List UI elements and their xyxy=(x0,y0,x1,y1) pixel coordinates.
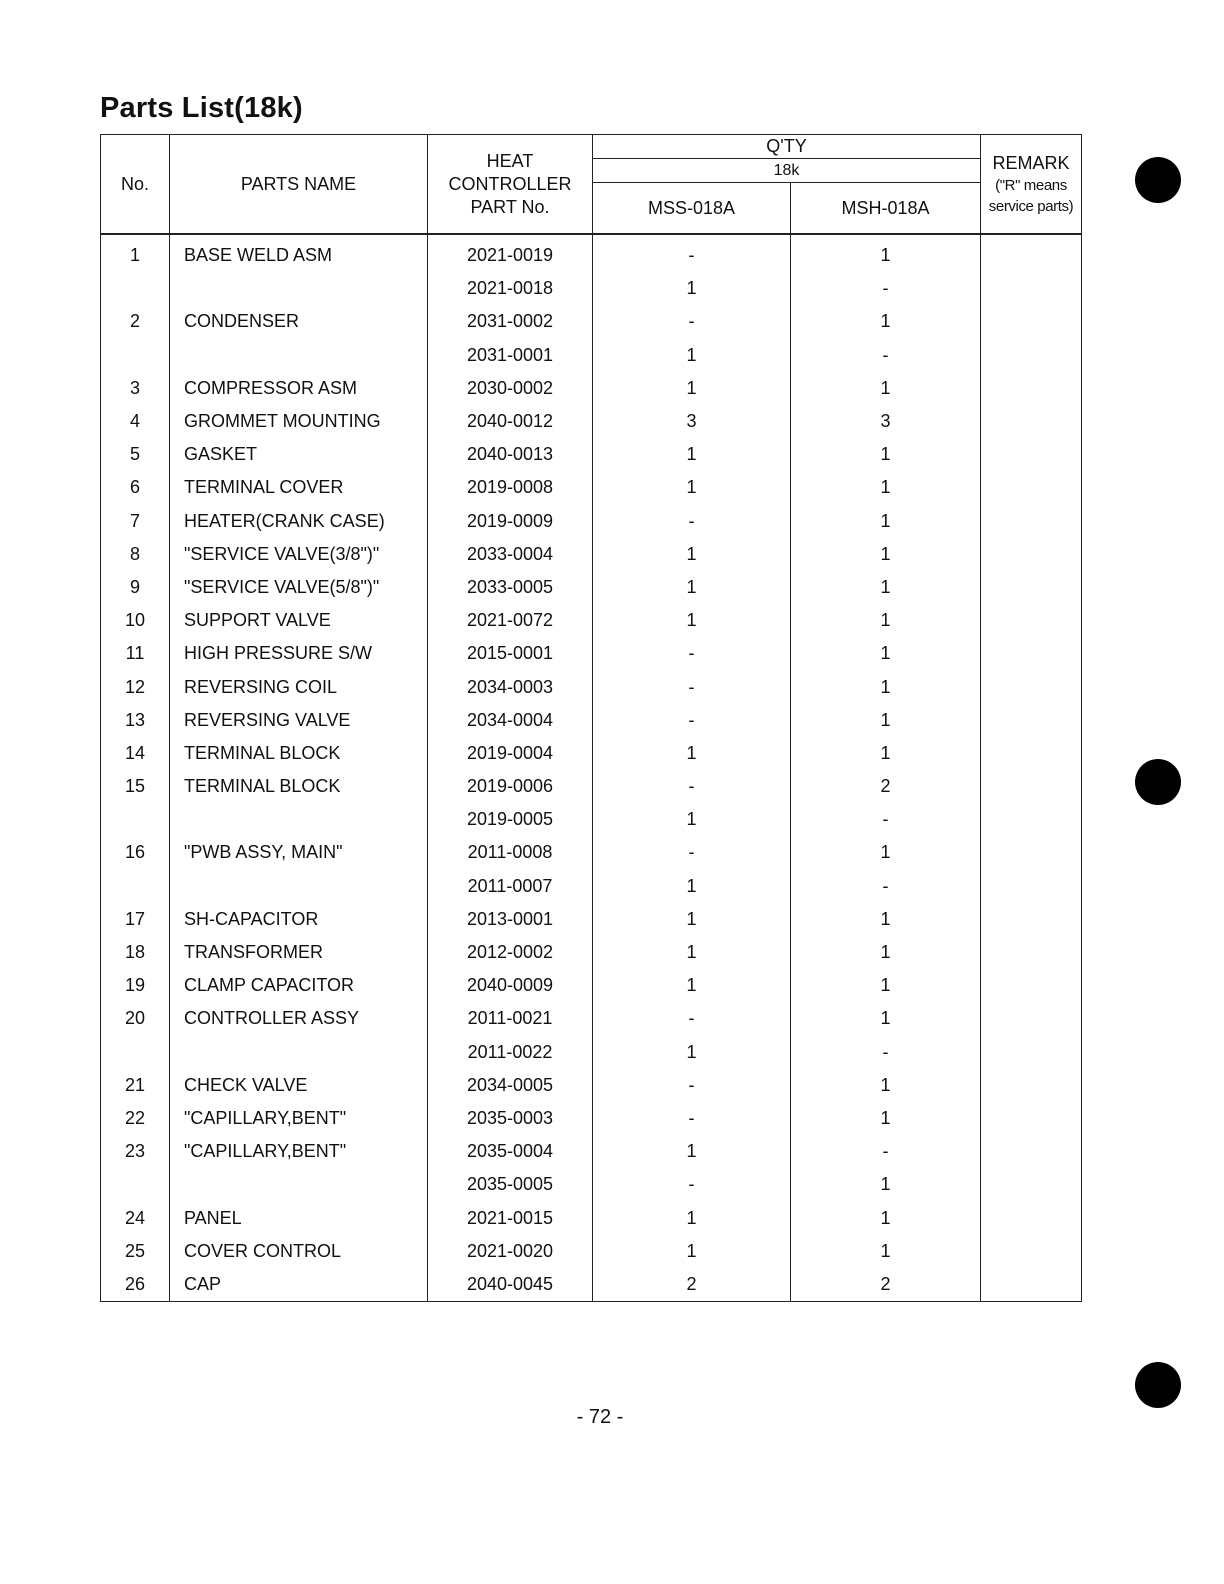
row-number xyxy=(101,1036,170,1069)
part-number: 2019-0009 xyxy=(428,505,593,538)
remark xyxy=(981,538,1082,571)
part-number: 2040-0012 xyxy=(428,405,593,438)
qty-mss-018a: 1 xyxy=(593,438,791,471)
remark xyxy=(981,1235,1082,1268)
part-name xyxy=(170,1036,428,1069)
qty-msh-018a: 1 xyxy=(791,1168,981,1201)
part-number: 2040-0009 xyxy=(428,969,593,1002)
qty-msh-018a: - xyxy=(791,1135,981,1168)
row-number xyxy=(101,870,170,903)
table-row xyxy=(101,505,1082,538)
table-row xyxy=(101,604,1082,637)
part-name xyxy=(170,803,428,836)
remark xyxy=(981,969,1082,1002)
remark xyxy=(981,234,1082,272)
part-number: 2040-0013 xyxy=(428,438,593,471)
page-title: Parts List(18k) xyxy=(100,92,303,124)
qty-msh-018a: 1 xyxy=(791,1201,981,1234)
qty-mss-018a: 1 xyxy=(593,1201,791,1234)
punch-hole xyxy=(1135,157,1181,203)
table-row xyxy=(101,670,1082,703)
page-number: - 72 - xyxy=(576,1406,624,1428)
part-name: GASKET xyxy=(170,438,428,471)
remark xyxy=(981,1201,1082,1234)
part-number: 2035-0004 xyxy=(428,1135,593,1168)
qty-mss-018a: 1 xyxy=(593,339,791,372)
qty-mss-018a: 1 xyxy=(593,272,791,305)
table-row xyxy=(101,870,1082,903)
qty-msh-018a: 1 xyxy=(791,538,981,571)
remark xyxy=(981,1069,1082,1102)
header-remark-title: REMARK xyxy=(992,152,1070,173)
qty-mss-018a: - xyxy=(593,637,791,670)
header-part-no-line1: HEAT xyxy=(486,150,534,171)
qty-msh-018a: 1 xyxy=(791,737,981,770)
qty-msh-018a: 1 xyxy=(791,604,981,637)
qty-mss-018a: - xyxy=(593,505,791,538)
remark xyxy=(981,1002,1082,1035)
remark xyxy=(981,405,1082,438)
row-number: 3 xyxy=(101,372,170,405)
part-number: 2019-0005 xyxy=(428,803,593,836)
row-number: 16 xyxy=(101,836,170,869)
part-number: 2031-0002 xyxy=(428,305,593,338)
part-name: CONDENSER xyxy=(170,305,428,338)
remark xyxy=(981,1102,1082,1135)
qty-mss-018a: 1 xyxy=(593,737,791,770)
table-row xyxy=(101,737,1082,770)
part-number: 2019-0004 xyxy=(428,737,593,770)
qty-mss-018a: 1 xyxy=(593,803,791,836)
row-number: 12 xyxy=(101,670,170,703)
qty-mss-018a: - xyxy=(593,1069,791,1102)
part-number: 2033-0004 xyxy=(428,538,593,571)
qty-mss-018a: - xyxy=(593,1168,791,1201)
part-name: HEATER(CRANK CASE) xyxy=(170,505,428,538)
row-number: 20 xyxy=(101,1002,170,1035)
qty-mss-018a: 1 xyxy=(593,372,791,405)
part-number: 2011-0008 xyxy=(428,836,593,869)
qty-mss-018a: - xyxy=(593,770,791,803)
qty-mss-018a: 1 xyxy=(593,969,791,1002)
table-row xyxy=(101,936,1082,969)
remark xyxy=(981,438,1082,471)
row-number: 23 xyxy=(101,1135,170,1168)
remark xyxy=(981,505,1082,538)
table-row xyxy=(101,1201,1082,1234)
qty-mss-018a: 2 xyxy=(593,1268,791,1302)
qty-mss-018a: - xyxy=(593,836,791,869)
row-number: 15 xyxy=(101,770,170,803)
qty-msh-018a: 2 xyxy=(791,1268,981,1302)
part-name: SUPPORT VALVE xyxy=(170,604,428,637)
header-remark-note1: ("R" means xyxy=(995,176,1067,194)
table-row xyxy=(101,234,1082,272)
qty-msh-018a: - xyxy=(791,1036,981,1069)
part-name: SH-CAPACITOR xyxy=(170,903,428,936)
remark xyxy=(981,571,1082,604)
part-number: 2021-0018 xyxy=(428,272,593,305)
part-name: "SERVICE VALVE(5/8")" xyxy=(170,571,428,604)
part-name: "SERVICE VALVE(3/8")" xyxy=(170,538,428,571)
part-number: 2011-0007 xyxy=(428,870,593,903)
remark xyxy=(981,471,1082,504)
remark xyxy=(981,604,1082,637)
part-name: CONTROLLER ASSY xyxy=(170,1002,428,1035)
qty-msh-018a: 1 xyxy=(791,903,981,936)
qty-msh-018a: 1 xyxy=(791,438,981,471)
qty-mss-018a: 1 xyxy=(593,870,791,903)
table-row xyxy=(101,803,1082,836)
table-row xyxy=(101,903,1082,936)
part-number: 2030-0002 xyxy=(428,372,593,405)
part-name xyxy=(170,1168,428,1201)
part-name xyxy=(170,870,428,903)
row-number: 9 xyxy=(101,571,170,604)
part-name: TERMINAL BLOCK xyxy=(170,770,428,803)
remark xyxy=(981,272,1082,305)
part-name: REVERSING VALVE xyxy=(170,704,428,737)
qty-msh-018a: 1 xyxy=(791,1235,981,1268)
row-number: 6 xyxy=(101,471,170,504)
part-name xyxy=(170,339,428,372)
row-number xyxy=(101,803,170,836)
row-number: 11 xyxy=(101,637,170,670)
header-remark-note2: service parts) xyxy=(988,197,1074,215)
part-number: 2031-0001 xyxy=(428,339,593,372)
parts-list-table xyxy=(100,134,1082,1302)
row-number xyxy=(101,1168,170,1201)
table-row xyxy=(101,637,1082,670)
table-row xyxy=(101,372,1082,405)
qty-mss-018a: - xyxy=(593,1102,791,1135)
row-number: 14 xyxy=(101,737,170,770)
qty-msh-018a: 1 xyxy=(791,637,981,670)
row-number: 5 xyxy=(101,438,170,471)
part-name: TERMINAL COVER xyxy=(170,471,428,504)
table-row xyxy=(101,1002,1082,1035)
header-capacity: 18k xyxy=(593,159,981,183)
part-number: 2035-0005 xyxy=(428,1168,593,1201)
header-part-no-line3: PART No. xyxy=(470,196,550,217)
row-number: 24 xyxy=(101,1201,170,1234)
table-row xyxy=(101,405,1082,438)
part-name: BASE WELD ASM xyxy=(170,234,428,272)
qty-msh-018a: 1 xyxy=(791,234,981,272)
header-part-no xyxy=(428,135,593,235)
remark xyxy=(981,372,1082,405)
part-name: REVERSING COIL xyxy=(170,670,428,703)
remark xyxy=(981,737,1082,770)
qty-msh-018a: 1 xyxy=(791,704,981,737)
part-name: COMPRESSOR ASM xyxy=(170,372,428,405)
part-name: CAP xyxy=(170,1268,428,1302)
qty-mss-018a: 1 xyxy=(593,903,791,936)
remark xyxy=(981,770,1082,803)
qty-mss-018a: 1 xyxy=(593,471,791,504)
part-number: 2011-0022 xyxy=(428,1036,593,1069)
part-number: 2019-0008 xyxy=(428,471,593,504)
qty-mss-018a: 1 xyxy=(593,604,791,637)
remark xyxy=(981,670,1082,703)
remark xyxy=(981,339,1082,372)
row-number: 19 xyxy=(101,969,170,1002)
row-number: 1 xyxy=(101,234,170,272)
qty-msh-018a: 1 xyxy=(791,936,981,969)
part-number: 2015-0001 xyxy=(428,637,593,670)
row-number: 26 xyxy=(101,1268,170,1302)
qty-msh-018a: 1 xyxy=(791,571,981,604)
part-number: 2040-0045 xyxy=(428,1268,593,1302)
part-number: 2033-0005 xyxy=(428,571,593,604)
qty-msh-018a: 1 xyxy=(791,1002,981,1035)
table-row xyxy=(101,836,1082,869)
qty-msh-018a: - xyxy=(791,272,981,305)
part-number: 2019-0006 xyxy=(428,770,593,803)
header-part-no-line2: CONTROLLER xyxy=(448,173,572,194)
table-row xyxy=(101,1135,1082,1168)
qty-msh-018a: 1 xyxy=(791,305,981,338)
qty-mss-018a: 1 xyxy=(593,1235,791,1268)
table-row xyxy=(101,339,1082,372)
qty-msh-018a: 1 xyxy=(791,836,981,869)
part-name: HIGH PRESSURE S/W xyxy=(170,637,428,670)
part-name: TRANSFORMER xyxy=(170,936,428,969)
qty-mss-018a: 1 xyxy=(593,538,791,571)
qty-msh-018a: 1 xyxy=(791,1069,981,1102)
part-number: 2013-0001 xyxy=(428,903,593,936)
part-number: 2012-0002 xyxy=(428,936,593,969)
part-name: TERMINAL BLOCK xyxy=(170,737,428,770)
qty-mss-018a: 1 xyxy=(593,936,791,969)
qty-msh-018a: 1 xyxy=(791,471,981,504)
table-row xyxy=(101,438,1082,471)
row-number: 10 xyxy=(101,604,170,637)
row-number: 7 xyxy=(101,505,170,538)
part-number: 2021-0019 xyxy=(428,234,593,272)
part-number: 2021-0015 xyxy=(428,1201,593,1234)
header-model-msh: MSH-018A xyxy=(791,183,981,235)
table-row xyxy=(101,1102,1082,1135)
remark xyxy=(981,803,1082,836)
qty-mss-018a: - xyxy=(593,704,791,737)
qty-msh-018a: 1 xyxy=(791,969,981,1002)
part-name: "CAPILLARY,BENT" xyxy=(170,1102,428,1135)
header-no: No. xyxy=(101,135,170,235)
row-number: 13 xyxy=(101,704,170,737)
part-number: 2035-0003 xyxy=(428,1102,593,1135)
remark xyxy=(981,1036,1082,1069)
qty-msh-018a: 3 xyxy=(791,405,981,438)
table-row xyxy=(101,571,1082,604)
part-number: 2034-0005 xyxy=(428,1069,593,1102)
remark xyxy=(981,836,1082,869)
row-number: 8 xyxy=(101,538,170,571)
row-number: 21 xyxy=(101,1069,170,1102)
row-number: 22 xyxy=(101,1102,170,1135)
table-row xyxy=(101,1036,1082,1069)
table-row xyxy=(101,1235,1082,1268)
part-number: 2021-0020 xyxy=(428,1235,593,1268)
part-name: GROMMET MOUNTING xyxy=(170,405,428,438)
header-qty: Q'TY xyxy=(593,135,981,159)
remark xyxy=(981,1168,1082,1201)
header-parts-name: PARTS NAME xyxy=(170,135,428,235)
part-name: COVER CONTROL xyxy=(170,1235,428,1268)
remark xyxy=(981,637,1082,670)
remark xyxy=(981,936,1082,969)
qty-mss-018a: 1 xyxy=(593,571,791,604)
part-name: CHECK VALVE xyxy=(170,1069,428,1102)
row-number: 25 xyxy=(101,1235,170,1268)
table-row xyxy=(101,1168,1082,1201)
row-number xyxy=(101,272,170,305)
table-row xyxy=(101,272,1082,305)
table-row xyxy=(101,471,1082,504)
qty-msh-018a: - xyxy=(791,870,981,903)
table-row xyxy=(101,538,1082,571)
row-number xyxy=(101,339,170,372)
table-row xyxy=(101,704,1082,737)
qty-mss-018a: 3 xyxy=(593,405,791,438)
punch-hole xyxy=(1135,1362,1181,1408)
header-remark xyxy=(981,135,1082,235)
part-number: 2034-0004 xyxy=(428,704,593,737)
part-number: 2011-0021 xyxy=(428,1002,593,1035)
qty-mss-018a: - xyxy=(593,305,791,338)
remark xyxy=(981,704,1082,737)
part-name: CLAMP CAPACITOR xyxy=(170,969,428,1002)
row-number: 2 xyxy=(101,305,170,338)
part-name: "CAPILLARY,BENT" xyxy=(170,1135,428,1168)
qty-msh-018a: - xyxy=(791,339,981,372)
part-number: 2034-0003 xyxy=(428,670,593,703)
row-number: 17 xyxy=(101,903,170,936)
qty-msh-018a: - xyxy=(791,803,981,836)
part-name xyxy=(170,272,428,305)
row-number: 18 xyxy=(101,936,170,969)
header-model-mss: MSS-018A xyxy=(593,183,791,235)
table-row xyxy=(101,969,1082,1002)
qty-msh-018a: 1 xyxy=(791,505,981,538)
row-number: 4 xyxy=(101,405,170,438)
table-row xyxy=(101,770,1082,803)
qty-mss-018a: - xyxy=(593,234,791,272)
table-row xyxy=(101,1268,1082,1302)
remark xyxy=(981,870,1082,903)
remark xyxy=(981,903,1082,936)
remark xyxy=(981,1135,1082,1168)
qty-mss-018a: - xyxy=(593,1002,791,1035)
table-row xyxy=(101,305,1082,338)
part-name: PANEL xyxy=(170,1201,428,1234)
qty-mss-018a: - xyxy=(593,670,791,703)
qty-msh-018a: 1 xyxy=(791,1102,981,1135)
qty-msh-018a: 1 xyxy=(791,372,981,405)
part-name: "PWB ASSY, MAIN" xyxy=(170,836,428,869)
remark xyxy=(981,305,1082,338)
qty-msh-018a: 2 xyxy=(791,770,981,803)
part-number: 2021-0072 xyxy=(428,604,593,637)
qty-mss-018a: 1 xyxy=(593,1036,791,1069)
punch-hole xyxy=(1135,759,1181,805)
remark xyxy=(981,1268,1082,1302)
qty-mss-018a: 1 xyxy=(593,1135,791,1168)
qty-msh-018a: 1 xyxy=(791,670,981,703)
table-row xyxy=(101,1069,1082,1102)
